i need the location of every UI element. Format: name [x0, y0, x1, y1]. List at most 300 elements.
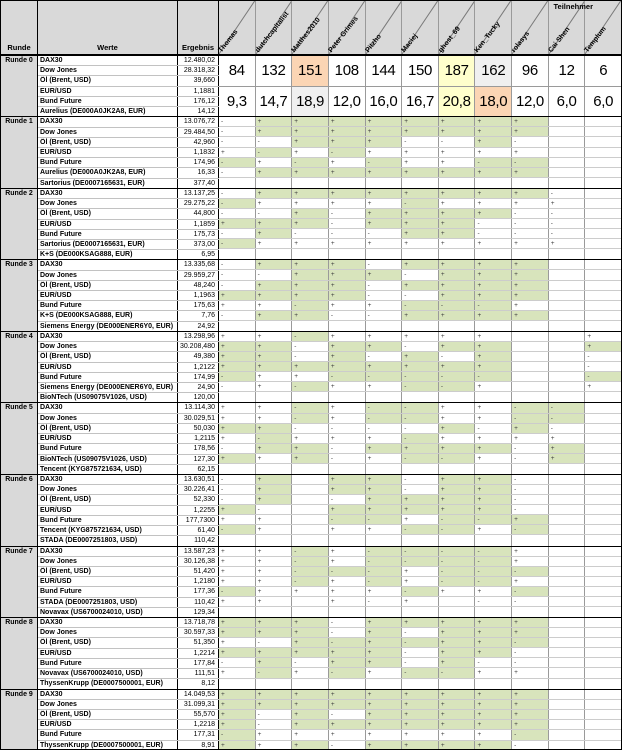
result-cell[interactable]: 177,84	[178, 659, 219, 668]
prediction-cell[interactable]: -	[439, 301, 476, 310]
prediction-cell[interactable]: +	[439, 414, 476, 423]
prediction-cell[interactable]: -	[549, 229, 586, 238]
instrument-cell[interactable]: DAX30	[38, 690, 178, 699]
prediction-cell[interactable]: +	[475, 281, 512, 290]
prediction-cell[interactable]	[256, 392, 293, 402]
result-cell[interactable]: 42,960	[178, 138, 219, 147]
instrument-cell[interactable]: Bund Future	[38, 373, 178, 382]
instrument-cell[interactable]: ThyssenKrupp (DE0007500001, EUR)	[38, 679, 178, 689]
prediction-cell[interactable]: +	[256, 260, 293, 269]
result-cell[interactable]: 16,33	[178, 168, 219, 177]
prediction-cell[interactable]: +	[402, 260, 439, 269]
prediction-cell[interactable]: +	[475, 352, 512, 361]
prediction-cell[interactable]: -	[402, 668, 439, 677]
prediction-cell[interactable]: -	[329, 209, 366, 218]
prediction-cell[interactable]	[549, 392, 586, 402]
instrument-cell[interactable]: Tencent (KYG875721634, USD)	[38, 526, 178, 535]
prediction-cell[interactable]: -	[402, 648, 439, 657]
prediction-cell[interactable]	[402, 249, 439, 259]
prediction-cell[interactable]: +	[366, 628, 403, 637]
result-cell[interactable]: 127,30	[178, 455, 219, 464]
prediction-cell[interactable]: -	[329, 372, 366, 381]
prediction-cell[interactable]: +	[219, 515, 256, 524]
prediction-cell[interactable]: +	[219, 148, 256, 157]
prediction-cell[interactable]: +	[402, 567, 439, 576]
prediction-cell[interactable]: -	[219, 730, 256, 739]
prediction-cell[interactable]	[585, 403, 621, 412]
prediction-cell[interactable]: +	[292, 690, 329, 699]
prediction-cell[interactable]: +	[475, 618, 512, 627]
prediction-cell[interactable]: +	[329, 189, 366, 198]
prediction-cell[interactable]	[292, 475, 329, 484]
prediction-cell[interactable]: +	[512, 424, 549, 433]
prediction-cell[interactable]: -	[402, 414, 439, 423]
prediction-cell[interactable]	[549, 291, 586, 300]
prediction-cell[interactable]: +	[219, 638, 256, 647]
prediction-cell[interactable]: +	[366, 148, 403, 157]
prediction-cell[interactable]: +	[512, 720, 549, 729]
prediction-cell[interactable]	[585, 567, 621, 576]
prediction-cell[interactable]: +	[366, 710, 403, 719]
prediction-cell[interactable]: -	[292, 352, 329, 361]
prediction-cell[interactable]: +	[475, 444, 512, 453]
prediction-cell[interactable]	[585, 597, 621, 606]
prediction-cell[interactable]: +	[256, 557, 293, 566]
prediction-cell[interactable]: +	[439, 270, 476, 279]
prediction-cell[interactable]: +	[439, 239, 476, 248]
prediction-cell[interactable]	[549, 127, 586, 136]
prediction-cell[interactable]	[366, 607, 403, 617]
prediction-cell[interactable]: +	[219, 597, 256, 606]
prediction-cell[interactable]: +	[475, 638, 512, 647]
prediction-cell[interactable]: +	[292, 444, 329, 453]
instrument-cell[interactable]: EUR/USD	[38, 363, 178, 372]
prediction-cell[interactable]: +	[329, 557, 366, 566]
prediction-cell[interactable]: +	[402, 618, 439, 627]
prediction-cell[interactable]: +	[329, 597, 366, 606]
prediction-cell[interactable]: -	[366, 424, 403, 433]
result-cell[interactable]: 176,12	[178, 97, 219, 106]
prediction-cell[interactable]: +	[219, 301, 256, 310]
prediction-cell[interactable]: +	[512, 281, 549, 290]
prediction-cell[interactable]: +	[549, 434, 586, 443]
prediction-cell[interactable]	[549, 638, 586, 647]
prediction-cell[interactable]: +	[219, 434, 256, 443]
prediction-cell[interactable]: +	[219, 628, 256, 637]
instrument-cell[interactable]: Bund Future	[38, 97, 178, 106]
prediction-cell[interactable]	[549, 567, 586, 576]
prediction-cell[interactable]: -	[549, 424, 586, 433]
prediction-cell[interactable]: +	[512, 270, 549, 279]
prediction-cell[interactable]: +	[439, 424, 476, 433]
prediction-cell[interactable]: +	[292, 270, 329, 279]
points-cell[interactable]: 108	[329, 56, 366, 86]
prediction-cell[interactable]	[292, 464, 329, 474]
prediction-cell[interactable]: +	[512, 199, 549, 208]
prediction-cell[interactable]: +	[439, 403, 476, 412]
prediction-cell[interactable]	[585, 628, 621, 637]
prediction-cell[interactable]	[549, 475, 586, 484]
instrument-cell[interactable]: Dow Jones	[38, 128, 178, 137]
prediction-cell[interactable]: +	[366, 495, 403, 504]
prediction-cell[interactable]	[549, 464, 586, 474]
prediction-cell[interactable]: +	[292, 281, 329, 290]
participant-header-cell[interactable]	[439, 1, 476, 54]
prediction-cell[interactable]: -	[219, 158, 256, 167]
prediction-cell[interactable]: +	[402, 229, 439, 238]
result-cell[interactable]: 13.114,30	[178, 403, 219, 412]
result-cell[interactable]: 30.226,41	[178, 485, 219, 494]
instrument-cell[interactable]: DAX30	[38, 332, 178, 341]
prediction-cell[interactable]: -	[219, 137, 256, 146]
prediction-cell[interactable]: +	[292, 219, 329, 228]
prediction-cell[interactable]: +	[256, 281, 293, 290]
prediction-cell[interactable]: -	[366, 229, 403, 238]
result-cell[interactable]: 12.480,02	[178, 56, 219, 65]
prediction-cell[interactable]: -	[475, 557, 512, 566]
prediction-cell[interactable]: +	[439, 311, 476, 320]
result-cell[interactable]: 30.597,33	[178, 628, 219, 637]
prediction-cell[interactable]: +	[219, 547, 256, 556]
prediction-cell[interactable]	[256, 178, 293, 188]
prediction-cell[interactable]: +	[219, 219, 256, 228]
prediction-cell[interactable]	[585, 199, 621, 208]
prediction-cell[interactable]: +	[402, 189, 439, 198]
prediction-cell[interactable]: +	[439, 281, 476, 290]
prediction-cell[interactable]: +	[439, 209, 476, 218]
round-label[interactable]: Runde 9	[1, 690, 38, 750]
prediction-cell[interactable]: -	[512, 495, 549, 504]
prediction-cell[interactable]: +	[402, 505, 439, 514]
prediction-cell[interactable]: -	[549, 219, 586, 228]
prediction-cell[interactable]: -	[219, 382, 256, 391]
prediction-cell[interactable]	[512, 178, 549, 188]
result-cell[interactable]: 13.076,72	[178, 117, 219, 126]
prediction-cell[interactable]: +	[329, 342, 366, 351]
prediction-cell[interactable]: +	[587, 383, 592, 391]
instrument-cell[interactable]: Dow Jones	[38, 700, 178, 709]
prediction-cell[interactable]: -	[475, 547, 512, 556]
prediction-cell[interactable]: -	[366, 281, 403, 290]
prediction-cell[interactable]	[585, 668, 621, 677]
prediction-cell[interactable]	[585, 485, 621, 494]
instrument-cell[interactable]: Bund Future	[38, 158, 178, 167]
prediction-cell[interactable]: +	[366, 648, 403, 657]
prediction-cell[interactable]: +	[512, 168, 549, 177]
prediction-cell[interactable]	[549, 515, 586, 524]
prediction-cell[interactable]	[549, 607, 586, 617]
prediction-cell[interactable]: -	[256, 720, 293, 729]
prediction-cell[interactable]: +	[256, 741, 293, 750]
result-cell[interactable]: 62,15	[178, 465, 219, 475]
prediction-cell[interactable]: -	[512, 567, 549, 576]
prediction-cell[interactable]: +	[256, 525, 293, 534]
prediction-cell[interactable]: -	[292, 557, 329, 566]
prediction-cell[interactable]: +	[219, 741, 256, 750]
result-cell[interactable]: 48,240	[178, 281, 219, 290]
instrument-cell[interactable]: Bund Future	[38, 301, 178, 310]
prediction-cell[interactable]: +	[219, 332, 256, 341]
prediction-cell[interactable]: -	[219, 209, 256, 218]
prediction-cell[interactable]	[366, 535, 403, 545]
prediction-cell[interactable]: +	[329, 137, 366, 146]
prediction-cell[interactable]	[585, 434, 621, 443]
prediction-cell[interactable]	[549, 249, 586, 259]
prediction-cell[interactable]	[549, 710, 586, 719]
prediction-cell[interactable]	[585, 638, 621, 647]
prediction-cell[interactable]	[475, 392, 512, 402]
instrument-cell[interactable]: Bund Future	[38, 587, 178, 596]
prediction-cell[interactable]: +	[475, 168, 512, 177]
prediction-cell[interactable]: +	[329, 239, 366, 248]
prediction-cell[interactable]: -	[329, 668, 366, 677]
prediction-cell[interactable]: -	[219, 199, 256, 208]
instrument-cell[interactable]: Dow Jones	[38, 485, 178, 494]
prediction-cell[interactable]: -	[512, 475, 549, 484]
average-cell[interactable]: 20,8	[439, 87, 476, 117]
prediction-cell[interactable]: +	[402, 362, 439, 371]
prediction-cell[interactable]	[549, 137, 586, 146]
prediction-cell[interactable]: -	[512, 730, 549, 739]
prediction-cell[interactable]	[549, 311, 586, 320]
prediction-cell[interactable]: +	[292, 189, 329, 198]
prediction-cell[interactable]: +	[366, 301, 403, 310]
prediction-cell[interactable]: +	[475, 525, 512, 534]
prediction-cell[interactable]: +	[329, 475, 366, 484]
prediction-cell[interactable]	[549, 485, 586, 494]
result-cell[interactable]: 174,96	[178, 158, 219, 167]
participant-header-cell[interactable]	[475, 1, 512, 54]
prediction-cell[interactable]: +	[512, 618, 549, 627]
prediction-cell[interactable]: +	[439, 730, 476, 739]
prediction-cell[interactable]	[439, 178, 476, 188]
prediction-cell[interactable]: -	[366, 291, 403, 300]
prediction-cell[interactable]: -	[219, 587, 256, 596]
instrument-cell[interactable]: DAX30	[38, 547, 178, 556]
prediction-cell[interactable]: +	[439, 587, 476, 596]
points-cell[interactable]: 162	[475, 56, 512, 86]
prediction-cell[interactable]: +	[475, 485, 512, 494]
prediction-cell[interactable]: +	[366, 638, 403, 647]
prediction-cell[interactable]	[549, 597, 586, 606]
prediction-cell[interactable]	[366, 249, 403, 259]
instrument-cell[interactable]: DAX30	[38, 56, 178, 65]
prediction-cell[interactable]: +	[329, 414, 366, 423]
prediction-cell[interactable]: -	[292, 577, 329, 586]
round-label[interactable]: Runde 8	[1, 618, 38, 689]
prediction-cell[interactable]	[585, 178, 621, 188]
prediction-cell[interactable]: +	[219, 403, 256, 412]
instrument-cell[interactable]: Bund Future	[38, 444, 178, 453]
prediction-cell[interactable]: +	[439, 485, 476, 494]
prediction-cell[interactable]	[292, 597, 329, 606]
prediction-cell[interactable]: +	[256, 587, 293, 596]
instrument-cell[interactable]: Öl (Brent, USD)	[38, 76, 178, 85]
prediction-cell[interactable]	[549, 382, 586, 391]
prediction-cell[interactable]: +	[329, 332, 366, 341]
prediction-cell[interactable]: -	[549, 189, 586, 198]
prediction-cell[interactable]: +	[292, 148, 329, 157]
prediction-cell[interactable]: -	[329, 638, 366, 647]
prediction-cell[interactable]: -	[329, 424, 366, 433]
prediction-cell[interactable]: +	[329, 362, 366, 371]
prediction-cell[interactable]	[585, 547, 621, 556]
result-cell[interactable]: 8,12	[178, 679, 219, 689]
result-cell[interactable]: 30.029,51	[178, 414, 219, 423]
prediction-cell[interactable]: +	[329, 117, 366, 126]
prediction-cell[interactable]: +	[475, 710, 512, 719]
prediction-cell[interactable]: +	[439, 444, 476, 453]
prediction-cell[interactable]: +	[475, 730, 512, 739]
prediction-cell[interactable]: +	[402, 168, 439, 177]
prediction-cell[interactable]: +	[219, 342, 256, 351]
prediction-cell[interactable]: +	[256, 628, 293, 637]
instrument-cell[interactable]: EUR/USD	[38, 649, 178, 658]
prediction-cell[interactable]: +	[587, 332, 592, 340]
points-cell[interactable]: 12	[549, 56, 586, 86]
prediction-cell[interactable]	[585, 587, 621, 596]
prediction-cell[interactable]	[219, 249, 256, 259]
round-label[interactable]: Runde 6	[1, 475, 38, 546]
prediction-cell[interactable]: -	[512, 414, 549, 423]
prediction-cell[interactable]: +	[219, 690, 256, 699]
prediction-cell[interactable]	[585, 209, 621, 218]
prediction-cell[interactable]: +	[329, 403, 366, 412]
prediction-cell[interactable]: -	[256, 209, 293, 218]
prediction-cell[interactable]: -	[219, 117, 256, 126]
prediction-cell[interactable]: +	[439, 189, 476, 198]
prediction-cell[interactable]: -	[475, 372, 512, 381]
prediction-cell[interactable]: -	[512, 158, 549, 167]
prediction-cell[interactable]	[219, 464, 256, 474]
prediction-cell[interactable]	[402, 178, 439, 188]
prediction-cell[interactable]: +	[292, 137, 329, 146]
prediction-cell[interactable]: -	[512, 209, 549, 218]
instrument-cell[interactable]: Dow Jones	[38, 557, 178, 566]
prediction-cell[interactable]	[512, 342, 549, 351]
prediction-cell[interactable]: +	[366, 587, 403, 596]
prediction-cell[interactable]: +	[329, 270, 366, 279]
prediction-cell[interactable]	[475, 607, 512, 617]
prediction-cell[interactable]: -	[256, 638, 293, 647]
prediction-cell[interactable]: +	[292, 209, 329, 218]
prediction-cell[interactable]: +	[475, 127, 512, 136]
instrument-cell[interactable]: Öl (Brent, USD)	[38, 209, 178, 218]
instrument-cell[interactable]: DAX30	[38, 403, 178, 412]
prediction-cell[interactable]: +	[292, 700, 329, 709]
average-cell[interactable]: 18,0	[475, 87, 512, 117]
prediction-cell[interactable]: -	[329, 454, 366, 463]
participant-header-cell[interactable]	[366, 1, 403, 54]
prediction-cell[interactable]	[402, 535, 439, 545]
average-cell[interactable]: 16,7	[402, 87, 439, 117]
prediction-cell[interactable]: -	[292, 658, 329, 667]
result-cell[interactable]: 14.049,53	[178, 690, 219, 699]
instrument-cell[interactable]: Bund Future	[38, 230, 178, 239]
column-header-ergebnis[interactable]: Ergebnis	[178, 1, 219, 54]
instrument-cell[interactable]: Dow Jones	[38, 342, 178, 351]
prediction-cell[interactable]: -	[512, 444, 549, 453]
instrument-cell[interactable]: STADA (DE0007251803, USD)	[38, 536, 178, 546]
prediction-cell[interactable]: -	[219, 281, 256, 290]
result-cell[interactable]: 178,56	[178, 444, 219, 453]
prediction-cell[interactable]	[585, 475, 621, 484]
prediction-cell[interactable]: +	[329, 199, 366, 208]
prediction-cell[interactable]: -	[219, 485, 256, 494]
prediction-cell[interactable]: -	[292, 158, 329, 167]
prediction-cell[interactable]: +	[439, 648, 476, 657]
prediction-cell[interactable]: -	[402, 525, 439, 534]
instrument-cell[interactable]: Öl (Brent, USD)	[38, 710, 178, 719]
prediction-cell[interactable]: +	[292, 362, 329, 371]
prediction-cell[interactable]	[402, 464, 439, 474]
prediction-cell[interactable]: -	[475, 515, 512, 524]
prediction-cell[interactable]: -	[475, 577, 512, 586]
prediction-cell[interactable]: -	[475, 567, 512, 576]
prediction-cell[interactable]: +	[256, 219, 293, 228]
points-cell[interactable]: 150	[402, 56, 439, 86]
prediction-cell[interactable]: +	[292, 648, 329, 657]
prediction-cell[interactable]: +	[219, 454, 256, 463]
prediction-cell[interactable]	[475, 679, 512, 689]
participant-header-cell[interactable]	[219, 1, 256, 54]
prediction-cell[interactable]	[585, 577, 621, 586]
instrument-cell[interactable]: Dow Jones	[38, 628, 178, 637]
prediction-cell[interactable]: +	[439, 618, 476, 627]
result-cell[interactable]: 13.335,68	[178, 260, 219, 269]
instrument-cell[interactable]: STADA (DE0007251803, USD)	[38, 598, 178, 607]
prediction-cell[interactable]: +	[475, 668, 512, 677]
instrument-cell[interactable]: Öl (Brent, USD)	[38, 638, 178, 647]
prediction-cell[interactable]: -	[329, 710, 366, 719]
instrument-cell[interactable]: Sartorius (DE0007165631, EUR)	[38, 179, 178, 189]
result-cell[interactable]: 30.208,480	[178, 342, 219, 351]
prediction-cell[interactable]: +	[366, 658, 403, 667]
prediction-cell[interactable]	[585, 710, 621, 719]
result-cell[interactable]: 29.484,50	[178, 128, 219, 137]
result-cell[interactable]: 44,800	[178, 209, 219, 218]
prediction-cell[interactable]	[439, 249, 476, 259]
result-cell[interactable]: 51,350	[178, 638, 219, 647]
result-cell[interactable]: 49,380	[178, 352, 219, 361]
prediction-cell[interactable]: +	[366, 505, 403, 514]
prediction-cell[interactable]: -	[219, 475, 256, 484]
prediction-cell[interactable]: +	[475, 720, 512, 729]
result-cell[interactable]: 50,030	[178, 424, 219, 433]
prediction-cell[interactable]: +	[292, 741, 329, 750]
prediction-cell[interactable]: -	[402, 628, 439, 637]
prediction-cell[interactable]: +	[256, 158, 293, 167]
prediction-cell[interactable]	[549, 525, 586, 534]
prediction-cell[interactable]: +	[366, 454, 403, 463]
prediction-cell[interactable]: +	[329, 485, 366, 494]
prediction-cell[interactable]: +	[256, 597, 293, 606]
prediction-cell[interactable]: +	[475, 700, 512, 709]
prediction-cell[interactable]: +	[329, 690, 366, 699]
prediction-cell[interactable]	[549, 658, 586, 667]
prediction-cell[interactable]: -	[256, 434, 293, 443]
prediction-cell[interactable]	[475, 321, 512, 331]
prediction-cell[interactable]: +	[475, 382, 512, 391]
prediction-cell[interactable]: +	[366, 189, 403, 198]
result-cell[interactable]: 39,660	[178, 76, 219, 85]
prediction-cell[interactable]: +	[402, 117, 439, 126]
prediction-cell[interactable]: +	[366, 362, 403, 371]
instrument-cell[interactable]: DAX30	[38, 618, 178, 627]
prediction-cell[interactable]: -	[366, 403, 403, 412]
prediction-cell[interactable]: +	[585, 342, 621, 351]
instrument-cell[interactable]: Dow Jones	[38, 66, 178, 75]
